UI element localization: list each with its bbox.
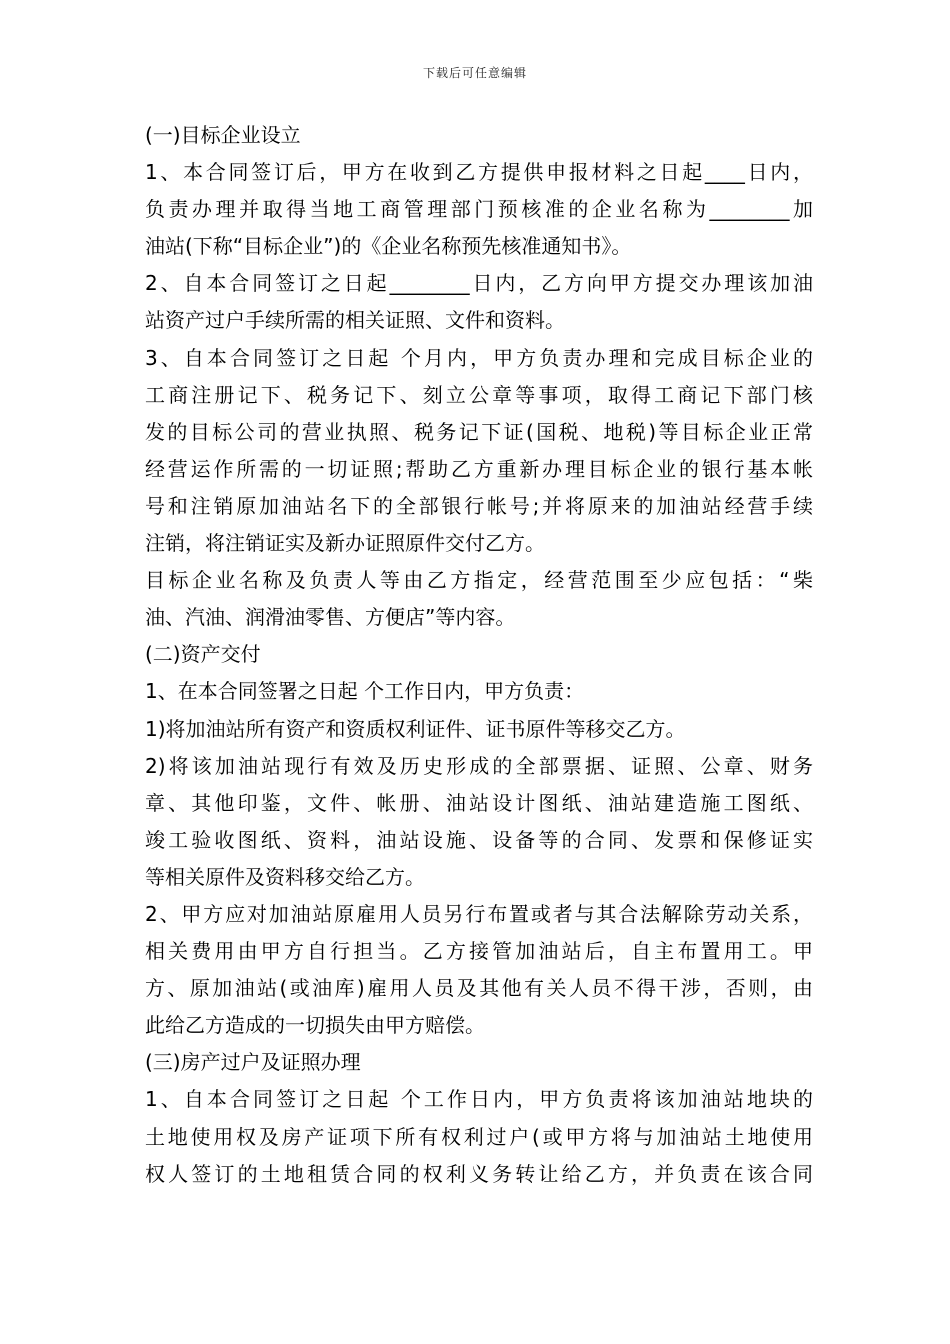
text-line: 1)将加油站所有资产和资质权利证件、证书原件等移交乙方。 xyxy=(145,716,686,741)
contract-body xyxy=(145,117,813,1193)
text-line: 发的目标公司的营业执照、税务记下证(国税、地税)等目标企业正常 xyxy=(145,419,813,444)
text-line: 2、甲方应对加油站原雇用人员另行布置或者与其合法解除劳动关系， xyxy=(145,901,813,926)
text-line: 工商注册记下、税务记下、刻立公章等事项，取得工商记下部门核 xyxy=(145,382,813,407)
text-line: 负责办理并取得当地工商管理部门预核准的企业名称为________加 xyxy=(145,197,813,222)
page-header-note: 下载后可任意编辑 xyxy=(422,66,527,80)
text-line: 站资产过户手续所需的相关证照、文件和资料。 xyxy=(145,308,565,333)
text-line: 3、自本合同签订之日起 个月内，甲方负责办理和完成目标企业的 xyxy=(145,345,813,370)
text-line: 1、自本合同签订之日起 个工作日内，甲方负责将该加油站地块的 xyxy=(145,1087,813,1112)
text-line: 相关费用由甲方自行担当。乙方接管加油站后，自主布置用工。甲 xyxy=(145,939,813,964)
text-line: 1、在本合同签署之日起 个工作日内，甲方负责： xyxy=(145,679,585,704)
text-line: 注销，将注销证实及新办证照原件交付乙方。 xyxy=(145,531,545,556)
text-line: 经营运作所需的一切证照;帮助乙方重新办理目标企业的银行基本帐 xyxy=(145,456,813,481)
text-line: 章、其他印鉴，文件、帐册、油站设计图纸、油站建造施工图纸、 xyxy=(145,790,813,815)
text-line: 土地使用权及房产证项下所有权利过户(或甲方将与加油站土地使用 xyxy=(145,1124,813,1149)
text-line: 方、原加油站(或油库)雇用人员及其他有关人员不得干涉，否则，由 xyxy=(145,976,813,1001)
text-line: 目标企业名称及负责人等由乙方指定，经营范围至少应包括：“柴 xyxy=(145,568,813,593)
text-line: 权人签订的土地租赁合同的权利义务转让给乙方，并负责在该合同 xyxy=(145,1161,813,1186)
text-line: 油、汽油、润滑油零售、方便店”等内容。 xyxy=(145,605,516,630)
text-line: 2)将该加油站现行有效及历史形成的全部票据、证照、公章、财务 xyxy=(145,753,813,778)
text-line: 号和注销原加油站名下的全部银行帐号;并将原来的加油站经营手续 xyxy=(145,493,813,518)
text-line: 油站(下称“目标企业”)的《企业名称预先核准通知书》。 xyxy=(145,234,632,259)
text-line: (一)目标企业设立 xyxy=(145,123,301,147)
text-line: (二)资产交付 xyxy=(145,642,261,667)
text-line: 1、本合同签订后，甲方在收到乙方提供申报材料之日起____日内， xyxy=(145,160,813,185)
text-line: 等相关原件及资料移交给乙方。 xyxy=(145,864,425,889)
text-line: (三)房产过户及证照办理 xyxy=(145,1050,361,1075)
text-line: 竣工验收图纸、资料，油站设施、设备等的合同、发票和保修证实 xyxy=(145,827,813,852)
text-line: 2、自本合同签订之日起________日内，乙方向甲方提交办理该加油 xyxy=(145,271,813,296)
text-line: 此给乙方造成的一切损失由甲方赔偿。 xyxy=(145,1013,485,1038)
